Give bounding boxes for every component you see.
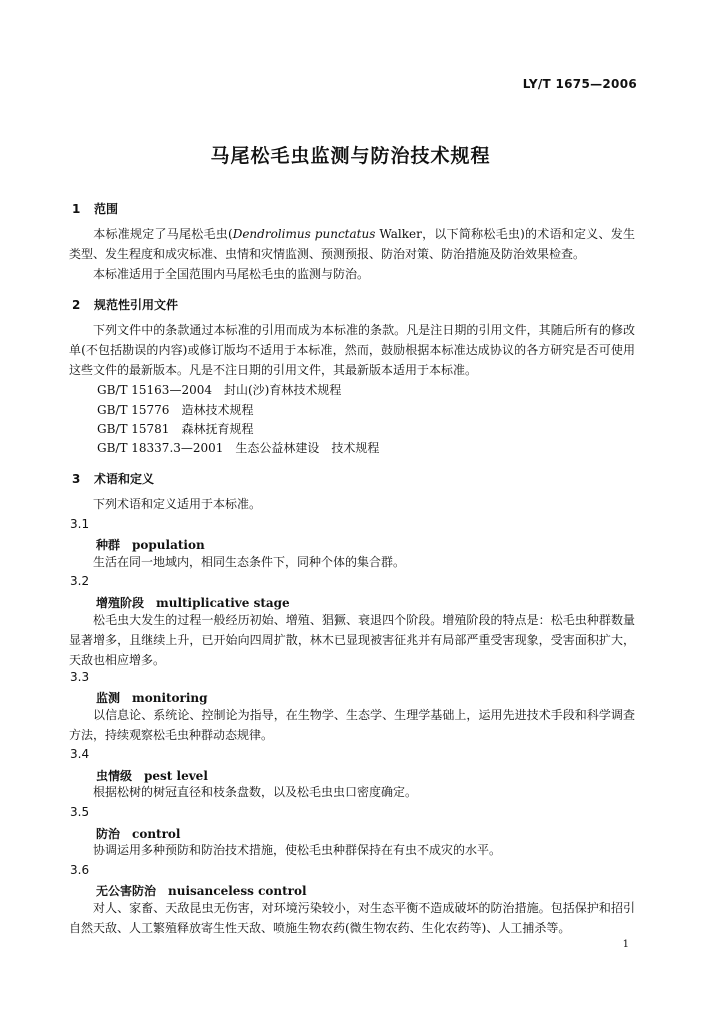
section-number: 2 (72, 298, 81, 312)
scope-text-a: 本标准规定了马尾松毛虫( (93, 227, 233, 241)
term-definition-text: 生活在同一地域内，相同生态条件下，同种个体的集合群。 (93, 555, 406, 569)
reference-item: GB/T 15163—2004 封山(沙)育林技术规程 (97, 383, 342, 397)
term-zh: 种群 (96, 538, 121, 552)
term-definition (69, 782, 635, 802)
term-zh: 无公害防治 (96, 884, 157, 898)
term-zh: 虫情级 (96, 769, 133, 783)
term-number: 3.3 (70, 670, 90, 684)
term-zh: 监测 (96, 691, 121, 705)
reference-item: GB/T 15776 造林技术规程 (97, 403, 254, 417)
term-heading (96, 689, 208, 706)
terms-intro (69, 494, 635, 514)
term-number: 3.2 (70, 574, 90, 588)
term-heading (96, 882, 307, 899)
section-title: 范围 (94, 202, 119, 216)
term-en: multiplicative stage (156, 596, 290, 610)
section-heading-3 (72, 470, 154, 487)
term-number: 3.5 (70, 805, 90, 819)
scope-applicability-text: 本标准适用于全国范围内马尾松毛虫的监测与防治。 (93, 267, 370, 281)
term-definition-text: 以信息论、系统论、控制论为指导，在生物学、生态学、生理学基础上，运用先进技术手段和科学调查方法，持续观察松毛虫种群动态规律。 (69, 708, 635, 742)
section-heading-2 (72, 296, 178, 313)
reference-item: GB/T 18337.3—2001 生态公益林建设 技术规程 (97, 441, 380, 455)
terms-intro-text: 下列术语和定义适用于本标准。 (93, 497, 262, 511)
term-en: nuisanceless control (168, 884, 307, 898)
term-en: control (132, 827, 181, 841)
reference-item: GB/T 15781 森林抚育规程 (97, 422, 254, 436)
term-zh: 增殖阶段 (96, 596, 145, 610)
page-number: 1 (622, 939, 629, 950)
term-definition (69, 898, 635, 938)
term-heading (96, 536, 205, 553)
scope-text-b: Walker，以下简称松毛虫)的术语和定义、发生类型、发生程度和成灾标准、虫情和灾情监测、预测预报、防治对策、防治措施及防治效果检查。 (69, 227, 636, 261)
document-number: LY/T 1675—2006 (522, 77, 637, 91)
section-number: 3 (72, 472, 81, 486)
section-title: 术语和定义 (94, 472, 155, 486)
term-definition (69, 552, 635, 572)
term-definition (69, 840, 635, 860)
page-title: 马尾松毛虫监测与防治技术规程 (210, 145, 491, 167)
term-number: 3.4 (70, 747, 90, 761)
term-definition-text: 对人、家畜、天敌昆虫无伤害，对环境污染较小，对生态平衡不造成破坏的防治措施。包括保护和招引自然天敌、人工繁殖释放寄生性天敌、喷施生物农药(微生物农药、生化农药等)、人工捕杀等。 (69, 901, 635, 935)
term-heading (96, 594, 290, 611)
term-definition-text: 松毛虫大发生的过程一般经历初始、增殖、猖獗、衰退四个阶段。增殖阶段的特点是：松毛虫种群数量显著增多，且继续上升，已开始向四周扩散，林木已显现被害征兆并有局部严重受害现象，受害面积扩大，天敌也相应增多。 (69, 613, 635, 667)
term-en: monitoring (132, 691, 208, 705)
references-paragraph (69, 320, 635, 380)
term-zh: 防治 (96, 827, 121, 841)
term-en: population (132, 538, 205, 552)
scientific-name: Dendrolimus punctatus (232, 227, 376, 241)
term-number: 3.1 (70, 517, 90, 531)
section-title: 规范性引用文件 (94, 298, 179, 312)
section-heading-1 (72, 200, 118, 217)
term-en: pest level (144, 769, 208, 783)
references-text: 下列文件中的条款通过本标准的引用而成为本标准的条款。凡是注日期的引用文件，其随后所有的修改单(不包括勘误的内容)或修订版均不适用于本标准，然而，鼓励根据本标准达成协议的各方研究是否可使用这些文件的最新版本。凡是不注日期的引用文件，其最新版本适用于本标准。 (69, 323, 635, 377)
term-definition (69, 705, 635, 745)
scope-paragraph (69, 224, 635, 264)
term-definition (69, 610, 635, 670)
term-definition-text: 根据松树的树冠直径和枝条盘数，以及松毛虫虫口密度确定。 (93, 785, 418, 799)
term-definition-text: 协调运用多种预防和防治技术措施，使松毛虫种群保持在有虫不成灾的水平。 (93, 843, 502, 857)
scope-applicability (69, 264, 635, 284)
section-number: 1 (72, 202, 81, 216)
term-number: 3.6 (70, 863, 90, 877)
